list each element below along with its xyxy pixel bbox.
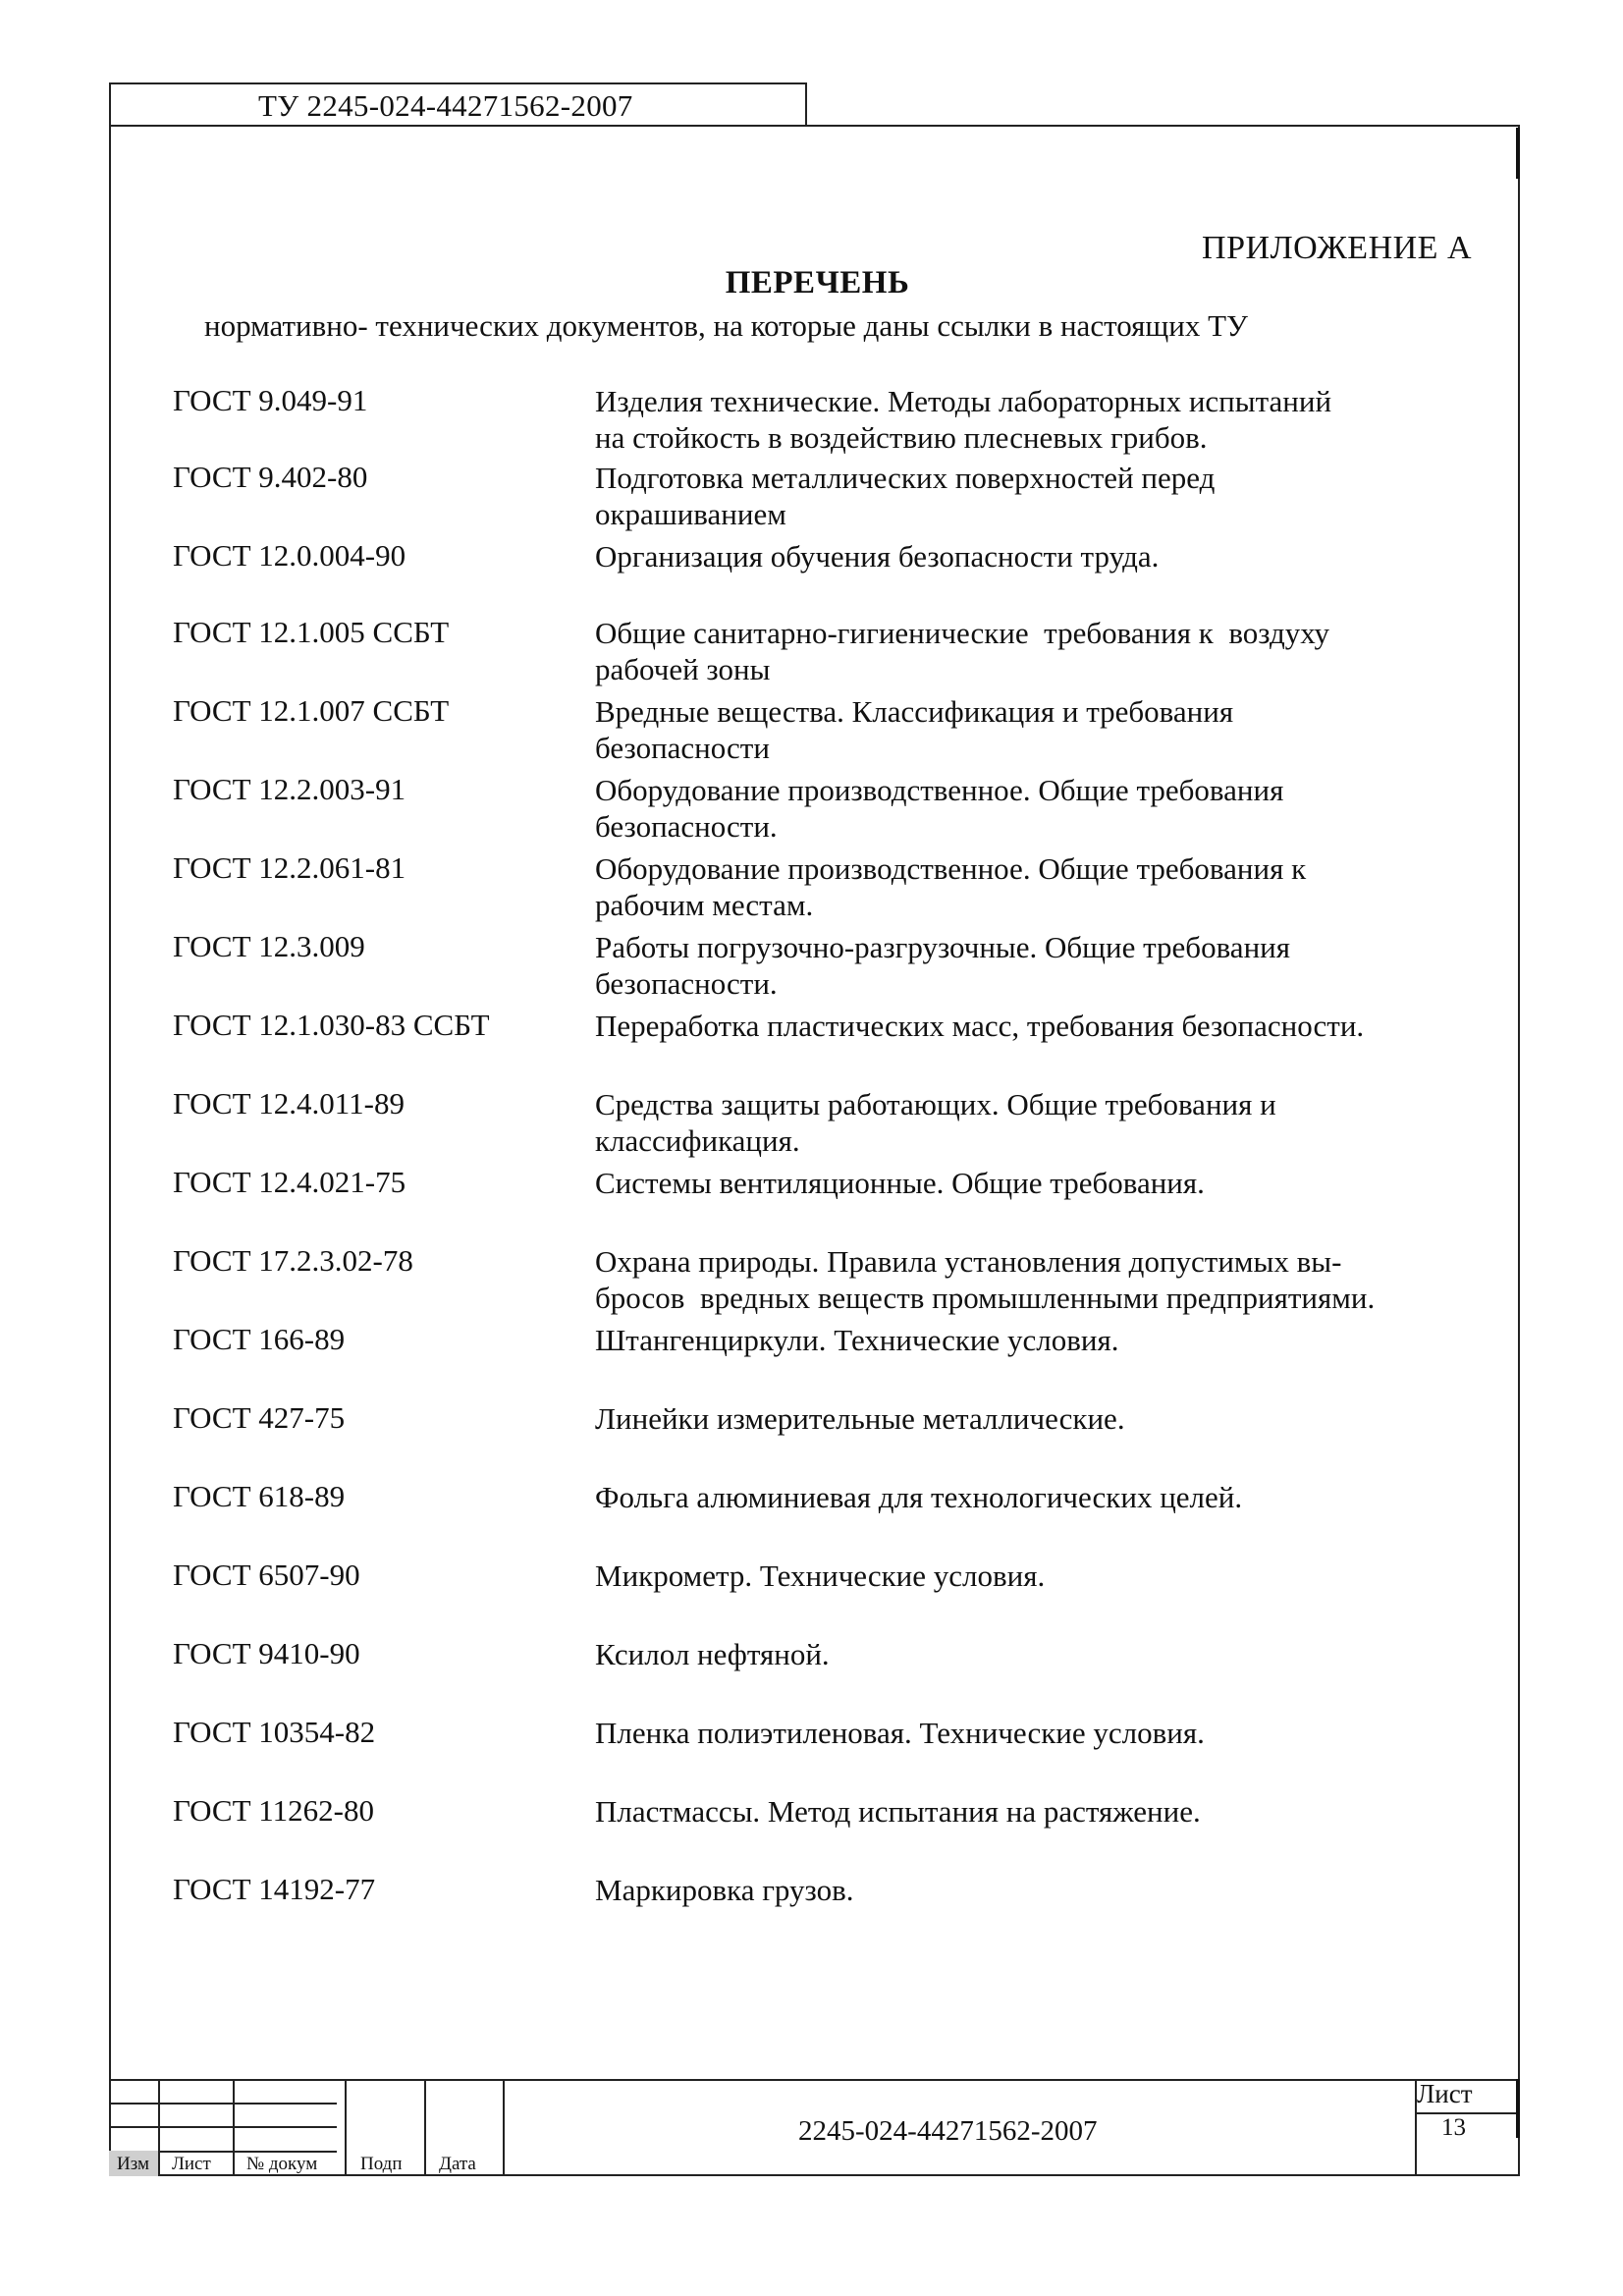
reference-title-line: Оборудование производственное. Общие требования к [595,851,1307,886]
label-sign: Подп [360,2154,403,2174]
reference-title-line: Штангенциркули. Технические условия. [595,1323,1119,1357]
reference-code: ГОСТ 12.4.011-89 [173,1086,405,1121]
reference-code: ГОСТ 17.2.3.02-78 [173,1243,413,1278]
label-doc-no: № докум [246,2154,318,2174]
reference-title [595,693,1465,766]
reference-title-line: Общие санитарно-гигиенические требования к воздуху [595,616,1330,650]
reference-code: ГОСТ 12.0.004-90 [173,538,406,573]
reference-title [595,1322,1465,1358]
reference-title-line: на стойкость в воздействию плесневых грибов. [595,420,1208,455]
reference-title [595,1243,1465,1316]
reference-title [595,1165,1465,1201]
reference-title-line: Охрана природы. Правила установления допустимых вы- [595,1244,1342,1279]
reference-title [595,850,1465,923]
label-izm: Изм [117,2154,149,2174]
reference-title-line: Оборудование производственное. Общие требования [595,773,1284,807]
reference-code: ГОСТ 10354-82 [173,1715,376,1749]
reference-title-line: Пластмассы. Метод испытания на растяжение. [595,1794,1201,1829]
reference-title-line: безопасности. [595,809,778,844]
reference-title-line: безопасности. [595,966,778,1001]
reference-title [595,460,1465,532]
header-doc-code: ТУ 2245-024-44271562-2007 [258,88,633,123]
sheet-label: Лист [1417,2079,1473,2108]
reference-code: ГОСТ 12.1.030-83 ССБТ [173,1008,490,1042]
reference-title-line: окрашиванием [595,497,786,531]
reference-title [595,1636,1465,1672]
reference-title-line: Работы погрузочно-разгрузочные. Общие требования [595,930,1291,964]
reference-title [595,1715,1465,1751]
reference-title [595,1793,1465,1830]
label-list: Лист [172,2154,211,2174]
reference-code: ГОСТ 166-89 [173,1322,346,1356]
reference-code: ГОСТ 9410-90 [173,1636,360,1670]
reference-title-line: Системы вентиляционные. Общие требования. [595,1166,1205,1200]
reference-title-line: рабочей зоны [595,652,771,686]
reference-title-line: Переработка пластических масс, требования безопасности. [595,1009,1365,1043]
appendix-label: ПРИЛОЖЕНИЕ А [1202,230,1472,266]
reference-title-line: безопасности [595,731,770,765]
reference-title [595,538,1465,574]
frame-edge-mark [1516,128,1520,179]
page-title: ПЕРЕЧЕНЬ [725,265,910,301]
reference-title [595,1479,1465,1515]
reference-title-line: Ксилол нефтяной. [595,1637,830,1671]
reference-title-line: Пленка полиэтиленовая. Технические условия. [595,1716,1205,1750]
reference-code: ГОСТ 12.2.003-91 [173,772,406,806]
reference-title [595,383,1465,456]
reference-code: ГОСТ 618-89 [173,1479,346,1513]
reference-code: ГОСТ 12.1.007 ССБТ [173,693,450,728]
reference-title-line: Изделия технические. Методы лабораторных испытаний [595,384,1332,418]
reference-title-line: бросов вредных веществ промышленными предприятиями. [595,1281,1376,1315]
reference-title [595,615,1465,687]
label-date: Дата [439,2154,476,2174]
page-subtitle: нормативно- технических документов, на которые даны ссылки в настоящих ТУ [204,308,1248,343]
reference-code: ГОСТ 9.402-80 [173,460,368,494]
reference-title-line: Подготовка металлических поверхностей перед [595,461,1216,495]
reference-code: ГОСТ 12.2.061-81 [173,850,406,885]
reference-title [595,772,1465,845]
reference-code: ГОСТ 9.049-91 [173,383,368,417]
reference-title-line: Вредные вещества. Классификация и требования [595,694,1234,729]
reference-code: ГОСТ 427-75 [173,1400,346,1435]
reference-title-line: классификация. [595,1123,800,1158]
reference-title-line: Средства защиты работающих. Общие требования и [595,1087,1276,1121]
title-block [109,2079,1520,2176]
reference-title-line: Фольга алюминиевая для технологических целей. [595,1480,1243,1514]
reference-title-line: рабочим местам. [595,888,814,922]
reference-code: ГОСТ 11262-80 [173,1793,374,1828]
header-doc-code-tab [109,82,807,125]
reference-title [595,1558,1465,1594]
reference-code: ГОСТ 12.4.021-75 [173,1165,406,1199]
reference-code: ГОСТ 6507-90 [173,1558,360,1592]
reference-code: ГОСТ 12.3.009 [173,929,365,963]
reference-title-line: Микрометр. Технические условия. [595,1558,1046,1593]
sheet-number: 13 [1441,2114,1466,2141]
reference-title [595,1400,1465,1437]
reference-title [595,1872,1465,1908]
reference-title-line: Линейки измерительные металлические. [595,1401,1125,1436]
title-block-doc-number: 2245-024-44271562-2007 [798,2115,1098,2147]
reference-title [595,1008,1465,1044]
reference-title-line: Организация обучения безопасности труда. [595,539,1160,574]
reference-title [595,929,1465,1002]
reference-code: ГОСТ 12.1.005 ССБТ [173,615,450,649]
reference-title-line: Маркировка грузов. [595,1873,854,1907]
reference-title [595,1086,1465,1159]
reference-code: ГОСТ 14192-77 [173,1872,376,1906]
